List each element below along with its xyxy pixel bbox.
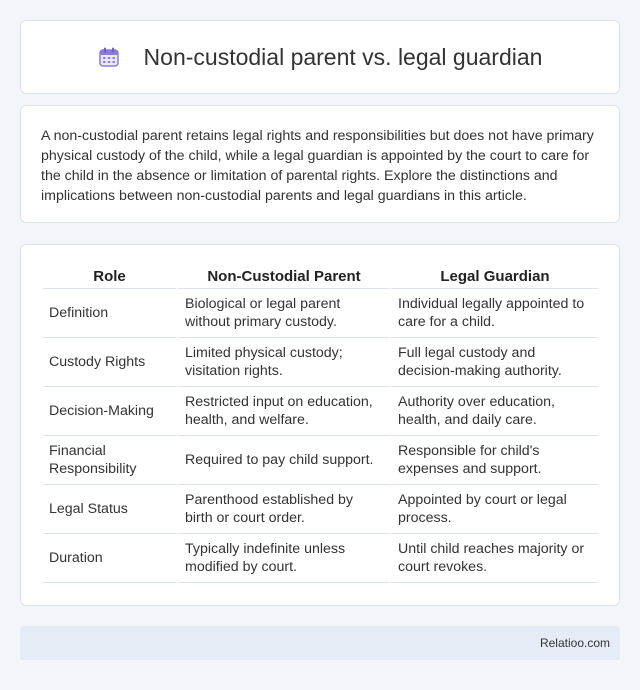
row-label: Legal Status [43,485,176,534]
guardian-cell: Individual legally appointed to care for a child. [389,289,598,338]
non-custodial-cell: Restricted input on education, health, and welfare. [176,387,389,436]
row-label: Custody Rights [43,338,176,387]
row-label: Decision-Making [43,387,176,436]
guardian-cell: Appointed by court or legal process. [389,485,598,534]
non-custodial-cell: Limited physical custody; visitation rights. [176,338,389,387]
row-label: Duration [43,534,176,583]
table-row [43,534,598,583]
header-legal-guardian: Legal Guardian [389,265,598,289]
title-card [20,20,620,94]
non-custodial-cell: Required to pay child support. [176,436,389,485]
guardian-cell: Responsible for child's expenses and support. [389,436,598,485]
comparison-card [20,244,620,606]
footer-brand[interactable]: Relatioo.com [539,636,610,650]
header-non-custodial-parent: Non-Custodial Parent [176,265,389,289]
calendar-icon [98,46,120,68]
page-title: Non-custodial parent vs. legal guardian [143,43,543,70]
intro-card [20,105,620,223]
non-custodial-cell: Typically indefinite unless modified by court. [176,534,389,583]
comparison-table [43,265,598,583]
non-custodial-cell: Biological or legal parent without primary custody. [176,289,389,338]
table-row [43,485,598,534]
row-label: Definition [43,289,176,338]
footer [20,626,620,660]
guardian-cell: Full legal custody and decision-making authority. [389,338,598,387]
guardian-cell: Until child reaches majority or court revokes. [389,534,598,583]
non-custodial-cell: Parenthood established by birth or court order. [176,485,389,534]
table-row [43,338,598,387]
table-row [43,289,598,338]
header-role: Role [43,265,176,289]
row-label: Financial Responsibility [43,436,176,485]
intro-text: A non-custodial parent retains legal rights and responsibilities but does not have primary physical custody of the child, while a legal guardian is appointed by the court to care for the child in the absence or limitation of parental rights. Explore the distinctions and implications between non-custodial parents and legal guardians in this article. [41,128,594,204]
table-row [43,436,598,485]
guardian-cell: Authority over education, health, and daily care. [389,387,598,436]
table-header-row [43,265,598,289]
table-row [43,387,598,436]
